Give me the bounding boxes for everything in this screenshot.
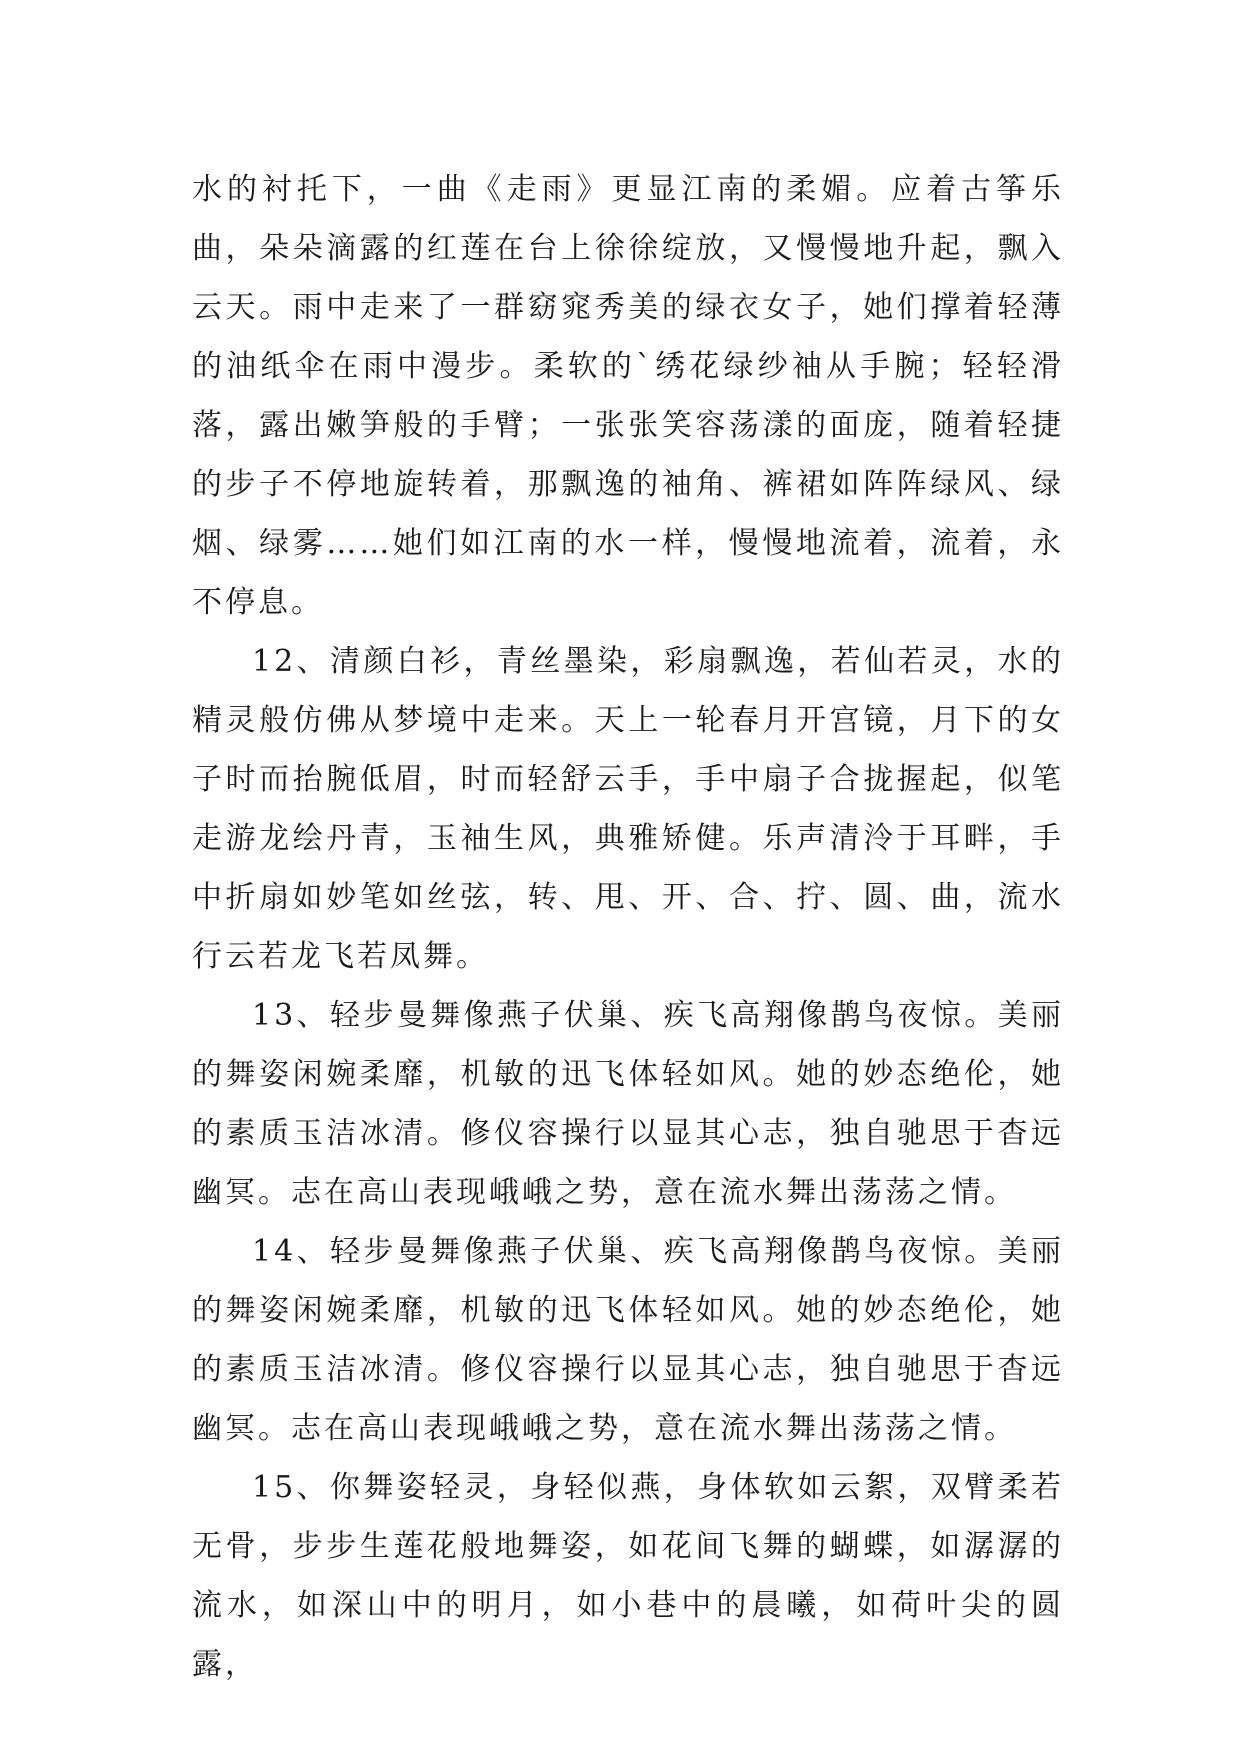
paragraph-14: 14、轻步曼舞像燕子伏巢、疾飞高翔像鹊鸟夜惊。美丽的舞姿闲婉柔靡，机敏的迅飞体轻如风。她的妙态绝伦，她的素质玉洁冰清。修仪容操行以显其心志，独自驰思于杳远幽冥。志在高山表现峨峨之势，意在流水舞出荡荡之情。 [192,1234,1064,1446]
paragraph-13: 13、轻步曼舞像燕子伏巢、疾飞高翔像鹊鸟夜惊。美丽的舞姿闲婉柔靡，机敏的迅飞体轻如风。她的妙态绝伦，她的素质玉洁冰清。修仪容操行以显其心志，独自驰思于杳远幽冥。志在高山表现峨峨之势，意在流水舞出荡荡之情。 [192,998,1064,1210]
body-text [192,160,1064,1694]
paragraph-12: 12、清颜白衫，青丝墨染，彩扇飘逸，若仙若灵，水的精灵般仿佛从梦境中走来。天上一轮春月开宫镜，月下的女子时而抬腕低眉，时而轻舒云手，手中扇子合拢握起，似笔走游龙绘丹青，玉袖生风，典雅矫健。乐声清泠于耳畔，手中折扇如妙笔如丝弦，转、甩、开、合、拧、圆、曲，流水行云若龙飞若凤舞。 [192,644,1064,974]
paragraph-continuation: 水的衬托下，一曲《走雨》更显江南的柔媚。应着古筝乐曲，朵朵滴露的红莲在台上徐徐绽放，又慢慢地升起，飘入云天。雨中走来了一群窈窕秀美的绿衣女子，她们撑着轻薄的油纸伞在雨中漫步。柔软的`绣花绿纱袖从手腕；轻轻滑落，露出嫩笋般的手臂；一张张笑容荡漾的面庞，随着轻捷的步子不停地旋转着，那飘逸的袖角、裤裙如阵阵绿风、绿烟、绿雾……她们如江南的水一样，慢慢地流着，流着，永不停息。 [192,172,1064,620]
paragraph-15: 15、你舞姿轻灵，身轻似燕，身体软如云絮，双臂柔若无骨，步步生莲花般地舞姿，如花间飞舞的蝴蝶，如潺潺的流水，如深山中的明月，如小巷中的晨曦，如荷叶尖的圆露， [192,1470,1064,1682]
